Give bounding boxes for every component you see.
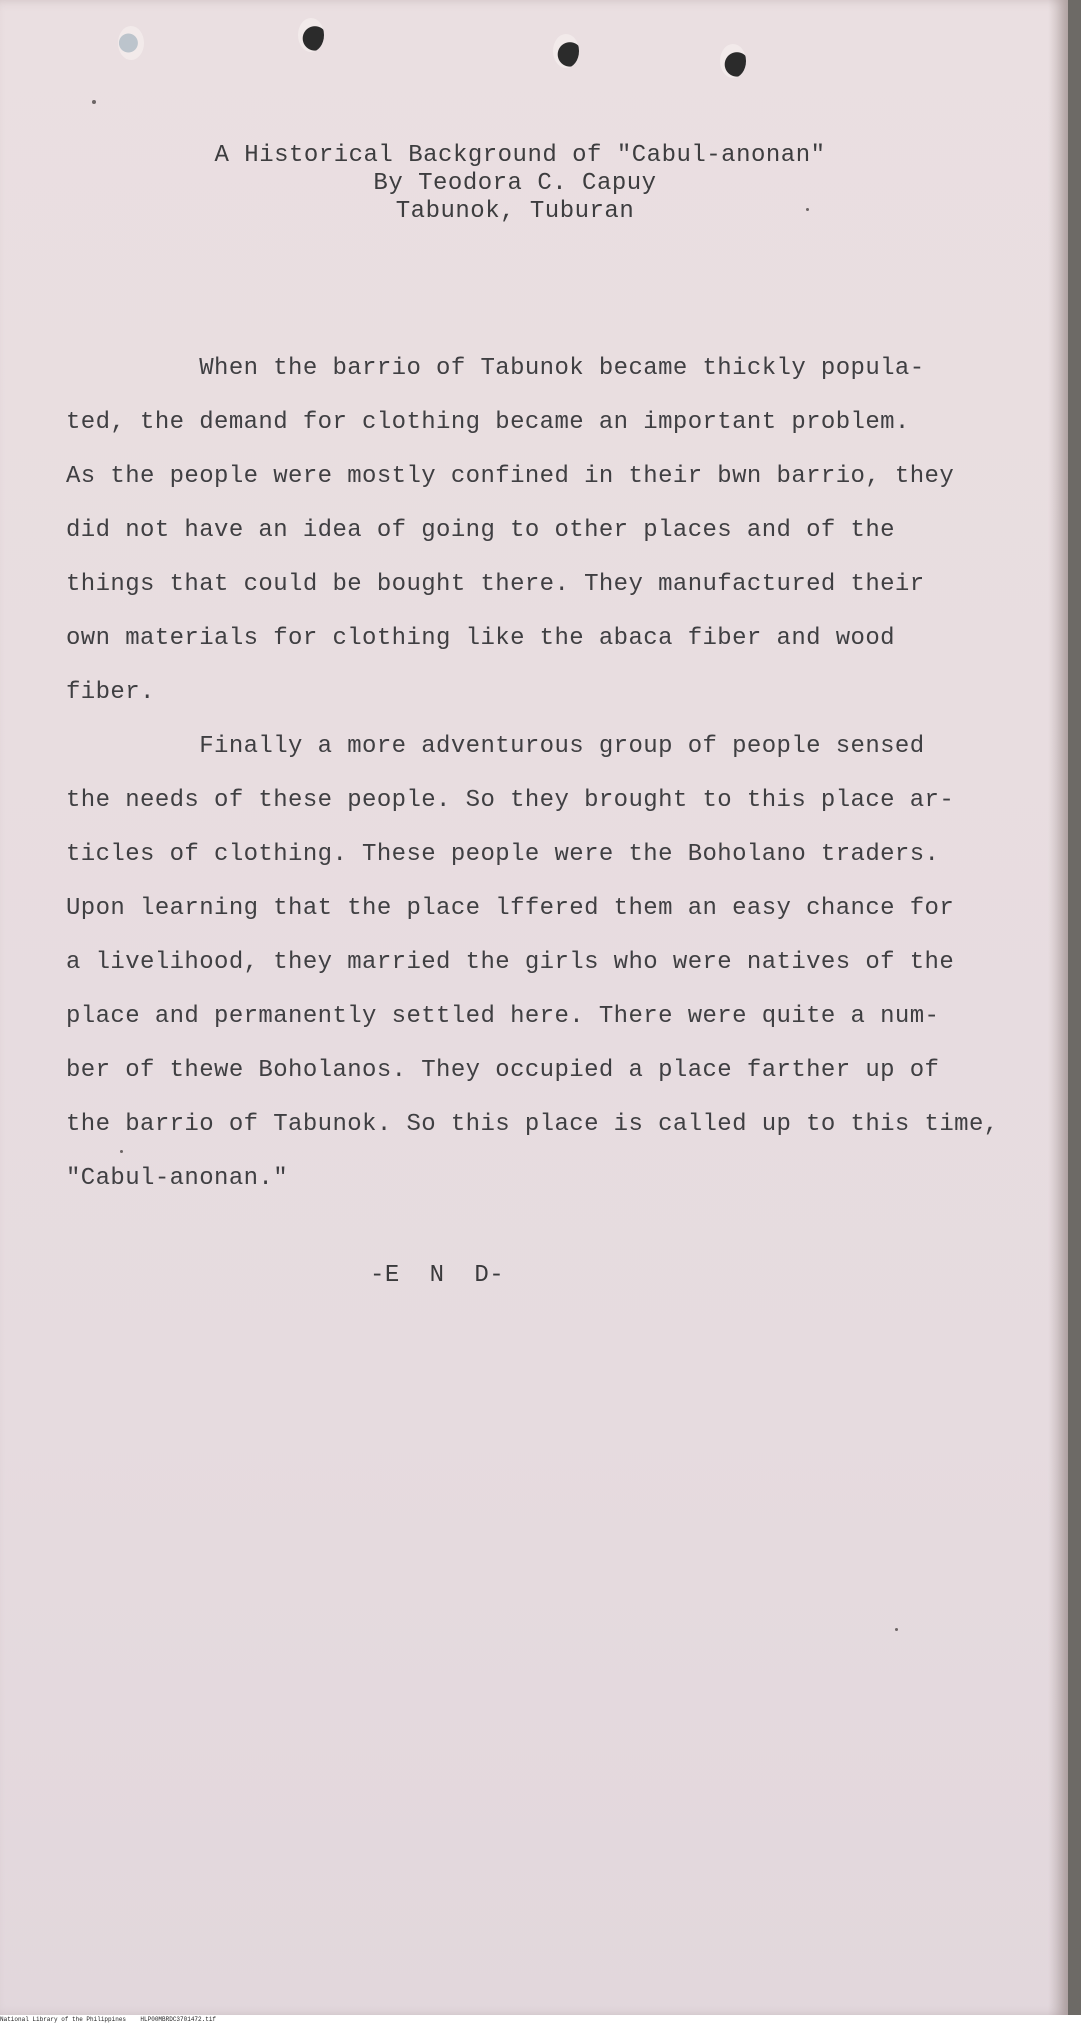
document-body: [66, 342, 1016, 1206]
text-line: fiber.: [66, 679, 155, 706]
paper-edge-shadow: [1048, 0, 1068, 2016]
text-line: things that could be bought there. They manufactured their: [66, 571, 925, 598]
document-author: By Teodora C. Capuy: [373, 170, 657, 197]
text-line: As the people were mostly confined in their bwn barrio, they: [66, 463, 955, 490]
document-heading: [0, 142, 1000, 226]
paragraph-1: [66, 342, 1016, 720]
punch-hole: [298, 18, 324, 52]
text-line: ted, the demand for clothing became an important problem.: [66, 409, 910, 436]
document-place: Tabunok, Tuburan: [395, 198, 635, 225]
paper-speck: [92, 100, 96, 104]
text-line: the needs of these people. So they brought to this place ar-: [66, 787, 955, 814]
text-line: the barrio of Tabunok. So this place is called up to this time,: [66, 1111, 999, 1138]
text-line: When the barrio of Tabunok became thickly popula-: [66, 355, 925, 382]
text-line: ticles of clothing. These people were the Boholano traders.: [66, 841, 940, 868]
text-line: "Cabul-anonan.": [66, 1165, 289, 1192]
paper-speck: [895, 1628, 898, 1631]
text-line: Finally a more adventurous group of people sensed: [66, 733, 925, 760]
punch-hole: [118, 26, 144, 60]
text-line: place and permanently settled here. There were quite a num-: [66, 1003, 940, 1030]
text-line: ber of thewe Boholanos. They occupied a place farther up of: [66, 1057, 940, 1084]
text-line: own materials for clothing like the abaca fiber and wood: [66, 625, 895, 652]
text-line: Upon learning that the place lffered them an easy chance for: [66, 895, 955, 922]
paragraph-2: [66, 720, 1016, 1206]
text-line: did not have an idea of going to other places and of the: [66, 517, 895, 544]
punch-hole: [720, 44, 746, 78]
text-line: a livelihood, they married the girls who were natives of the: [66, 949, 955, 976]
scan-footer-caption: National Library of the Philippines HLP00MBRDC3701472.tif: [0, 2015, 1081, 2025]
document-title: A Historical Background of "Cabul-anonan": [214, 142, 826, 169]
end-mark: -E N D-: [370, 1262, 505, 1289]
punch-hole: [553, 34, 579, 68]
